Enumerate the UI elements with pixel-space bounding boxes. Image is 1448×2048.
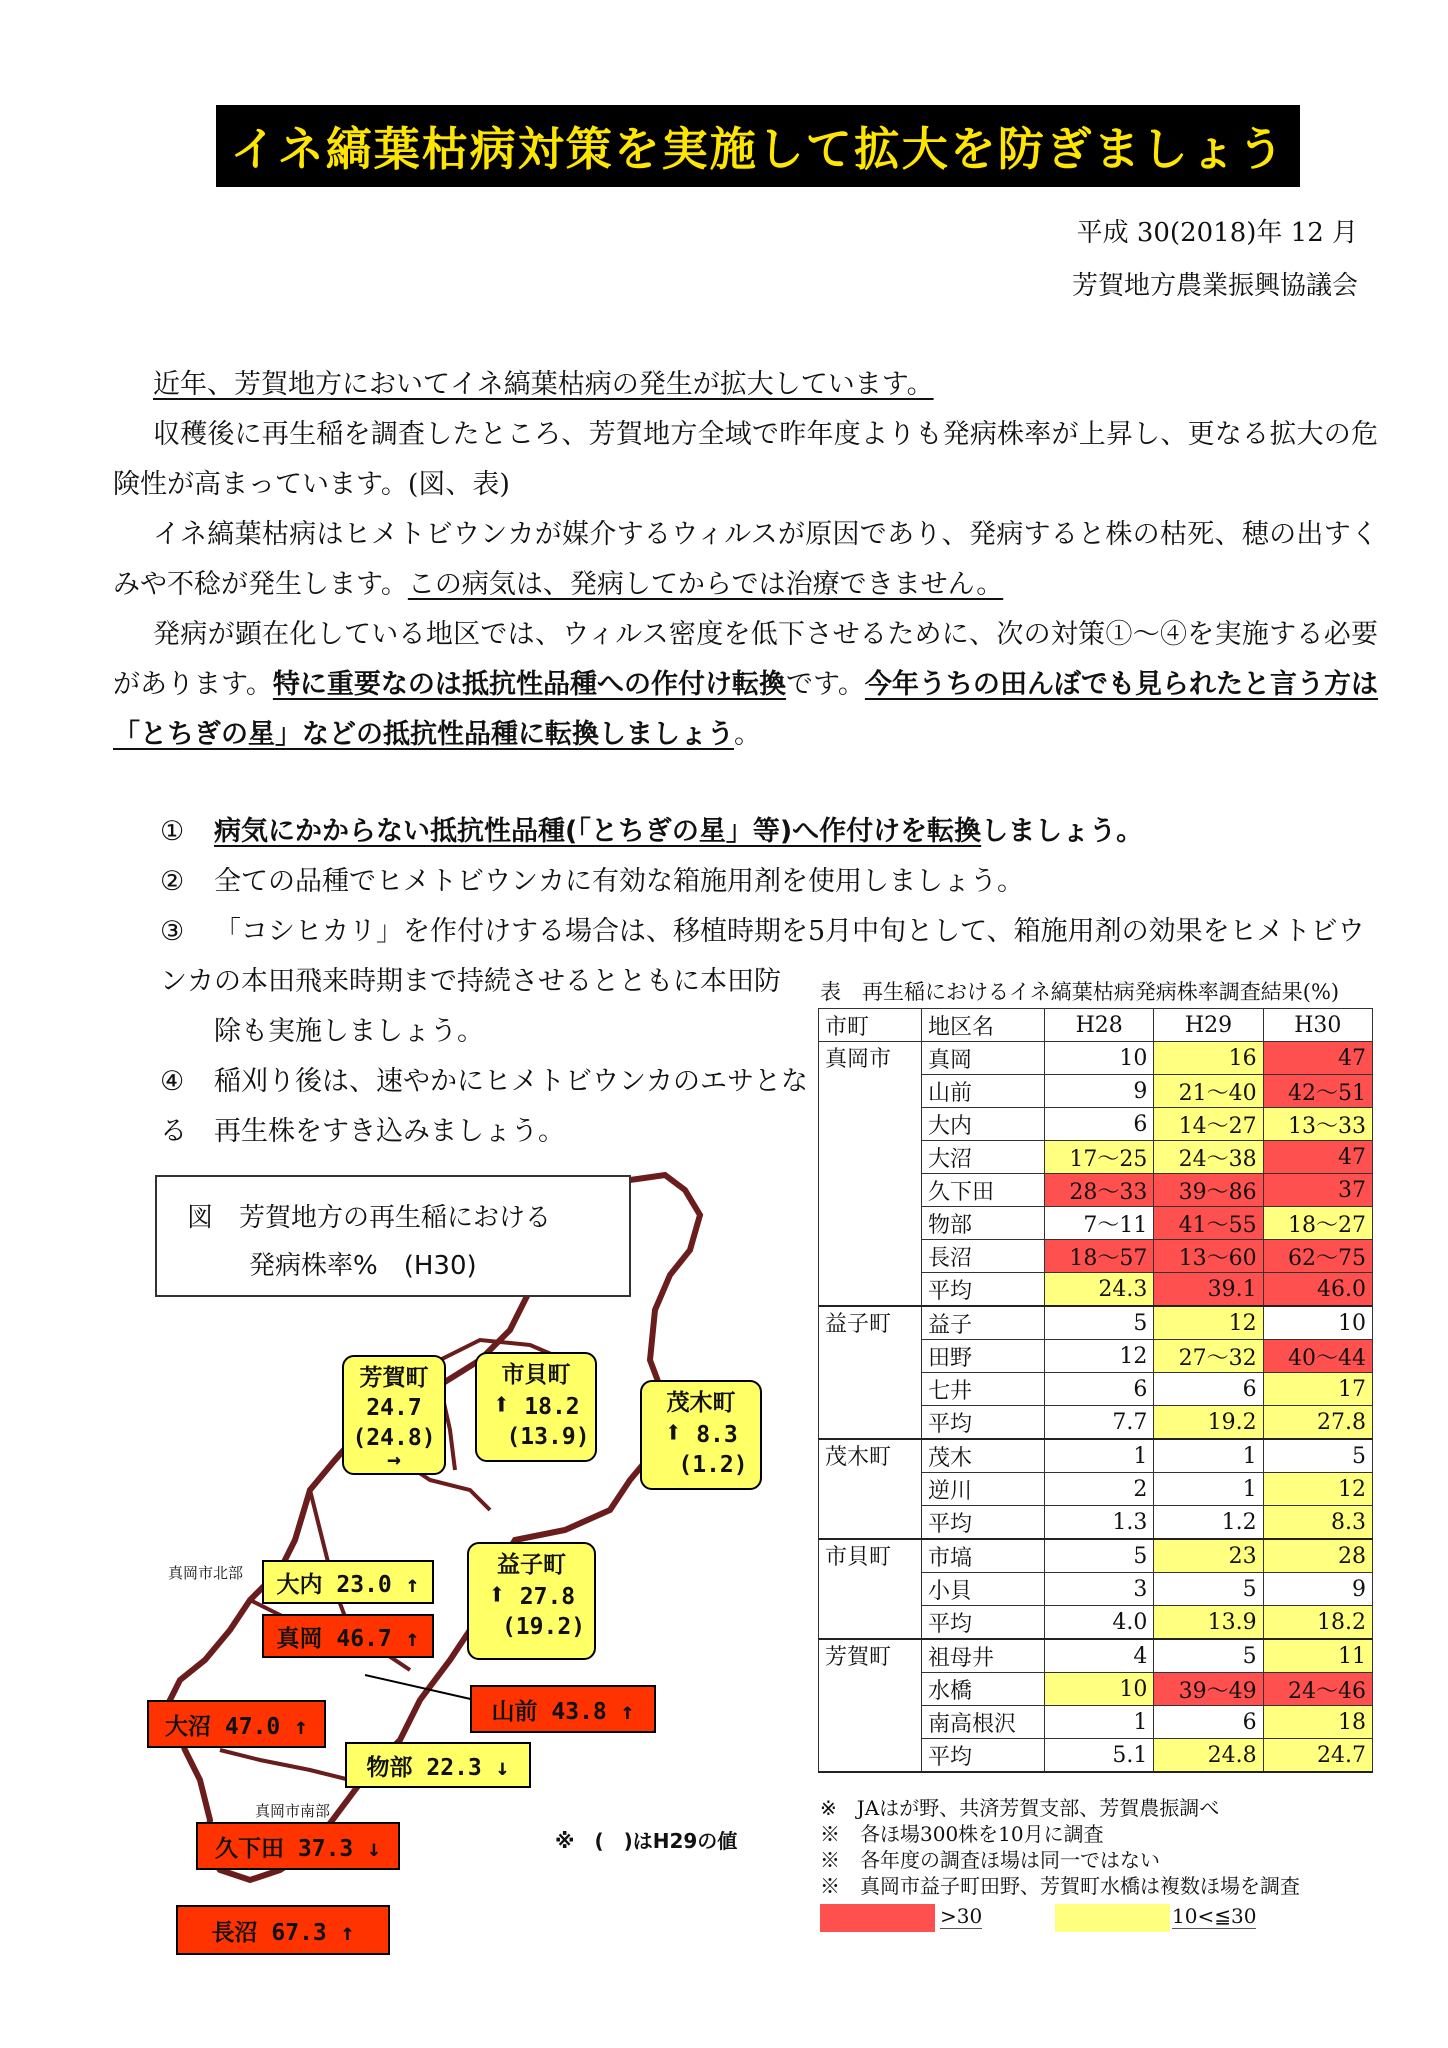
value-cell-h28: 24.3 (1045, 1273, 1154, 1307)
city-cell: 芳賀町 (819, 1639, 922, 1772)
area-name-cell: 田野 (922, 1340, 1045, 1373)
value-cell-h30: 24～46 (1263, 1673, 1372, 1706)
value-cell-h28: 28～33 (1045, 1174, 1154, 1207)
value-cell-h29: 6 (1154, 1706, 1263, 1739)
area-name-cell: 久下田 (922, 1174, 1045, 1207)
table-row (819, 1306, 1373, 1340)
area-name-cell: 大内 (922, 1108, 1045, 1141)
measure-2: ② 全ての品種でヒメトビウンカに有効な箱施用剤を使用しましょう。 (160, 866, 1024, 897)
area-label-kugeta: 久下田 37.3 ↓ (196, 1822, 400, 1870)
page-title: イネ縞葉枯病対策を実施して拡大を防ぎましょう (230, 122, 1286, 176)
town-label-mashiko: 益子町 ⬆ 27.8 (19.2) (467, 1542, 596, 1660)
value-cell-h30: 11 (1263, 1639, 1372, 1673)
value-cell-h30: 24.7 (1263, 1739, 1372, 1773)
value-cell-h29: 14～27 (1154, 1108, 1263, 1141)
value-cell-h29: 39～86 (1154, 1174, 1263, 1207)
area-name-cell: 大沼 (922, 1141, 1045, 1174)
area-name-cell: 物部 (922, 1207, 1045, 1240)
value-cell-h30: 27.8 (1263, 1406, 1372, 1440)
value-cell-h28: 5 (1045, 1306, 1154, 1340)
value-cell-h28: 10 (1045, 1042, 1154, 1075)
measure-4: ④ 稲刈り後は、速やかにヒメトビウンカのエサとなる (160, 1066, 808, 1147)
value-cell-h29: 24～38 (1154, 1141, 1263, 1174)
intro-p2: 収穫後に再生稲を調査したところ、芳賀地方全域で昨年度よりも発病株率が上昇し、更なる拡大の危険性が高まっています。(図、表) (113, 419, 1378, 500)
value-cell-h29: 13.9 (1154, 1606, 1263, 1640)
measure-1: ① 病気にかからない抵抗性品種(「とちぎの星」等)へ作付けを転換しましょう。 (160, 816, 1144, 847)
col-h30: H30 (1263, 1009, 1372, 1042)
value-cell-h28: 17～25 (1045, 1141, 1154, 1174)
intro-p4a: 発病が顕在化している地区では、ウィルス密度を低下させるために、次の対策①～④を実施する必要があります。 (113, 619, 1378, 700)
area-name-cell: 水橋 (922, 1673, 1045, 1706)
area-name-cell: 山前 (922, 1075, 1045, 1108)
value-cell-h29: 5 (1154, 1639, 1263, 1673)
title-banner (216, 105, 1300, 187)
intro-text (113, 360, 1378, 760)
issue-date: 平成 30(2018)年 12 月 (1076, 218, 1358, 248)
value-cell-h30: 62～75 (1263, 1240, 1372, 1273)
city-cell: 茂木町 (819, 1439, 922, 1539)
value-cell-h29: 1.2 (1154, 1506, 1263, 1540)
value-cell-h28: 7.7 (1045, 1406, 1154, 1440)
area-name-cell: 平均 (922, 1506, 1045, 1540)
value-cell-h30: 37 (1263, 1174, 1372, 1207)
col-h29: H29 (1154, 1009, 1263, 1042)
city-cell: 市貝町 (819, 1539, 922, 1639)
value-cell-h30: 40～44 (1263, 1340, 1372, 1373)
value-cell-h28: 1.3 (1045, 1506, 1154, 1540)
value-cell-h28: 4.0 (1045, 1606, 1154, 1640)
area-name-cell: 真岡 (922, 1042, 1045, 1075)
value-cell-h28: 3 (1045, 1573, 1154, 1606)
area-label-yamasaki: 山前 43.8 ↑ (470, 1685, 656, 1733)
value-cell-h30: 5 (1263, 1439, 1372, 1473)
intro-p4d: 今年うちの田んぼでも見られたと言う方は「とちぎの星」などの抵抗性品種に転換しましょう (113, 669, 1379, 750)
table-note-1: ※ JAはが野、共済芳賀支部、芳賀農振調べ (820, 1796, 1220, 1820)
area-label-mooka: 真岡 46.7 ↑ (262, 1614, 434, 1658)
area-name-cell: 祖母井 (922, 1639, 1045, 1673)
value-cell-h29: 1 (1154, 1439, 1263, 1473)
measure-3-line2: の本田飛来時期まで持続させるとともに本田防 (214, 966, 781, 997)
area-name-cell: 平均 (922, 1739, 1045, 1773)
measure-4-line2: 再生株をすき込みましょう。 (214, 1116, 565, 1147)
value-cell-h30: 12 (1263, 1473, 1372, 1506)
value-cell-h28: 1 (1045, 1706, 1154, 1739)
value-cell-h28: 5.1 (1045, 1739, 1154, 1773)
area-name-cell: 平均 (922, 1406, 1045, 1440)
value-cell-h30: 18 (1263, 1706, 1372, 1739)
value-cell-h29: 39～49 (1154, 1673, 1263, 1706)
value-cell-h28: 7～11 (1045, 1207, 1154, 1240)
area-label-naganuma: 長沼 67.3 ↑ (176, 1905, 390, 1955)
figure-caption-box (155, 1175, 631, 1297)
city-cell: 益子町 (819, 1306, 922, 1439)
table-header-row (819, 1009, 1373, 1042)
col-h28: H28 (1045, 1009, 1154, 1042)
area-label-monobe: 物部 22.3 ↓ (345, 1742, 531, 1788)
value-cell-h29: 24.8 (1154, 1739, 1263, 1773)
value-cell-h28: 6 (1045, 1108, 1154, 1141)
value-cell-h28: 12 (1045, 1340, 1154, 1373)
area-name-cell: 市塙 (922, 1539, 1045, 1573)
area-name-cell: 七井 (922, 1373, 1045, 1406)
table-note-4: ※ 真岡市益子町田野、芳賀町水橋は複数ほ場を調査 (820, 1874, 1300, 1898)
figure-note: ※ ( )はH29の値 (555, 1829, 738, 1853)
value-cell-h29: 13～60 (1154, 1240, 1263, 1273)
value-cell-h30: 17 (1263, 1373, 1372, 1406)
area-name-cell: 長沼 (922, 1240, 1045, 1273)
value-cell-h30: 47 (1263, 1042, 1372, 1075)
town-label-haga: 芳賀町 24.7 (24.8) → (342, 1355, 446, 1475)
town-label-ichikai: 市貝町 ⬆ 18.2 (13.9) (475, 1352, 597, 1462)
area-name-cell: 茂木 (922, 1439, 1045, 1473)
intro-p3b: この病気は、発病してからでは治療できません。 (407, 569, 1004, 600)
map-inner-boundary-5 (220, 1750, 350, 1780)
table-note-2: ※ 各ほ場300株を10月に調査 (820, 1822, 1104, 1846)
legend-yellow-swatch (1055, 1904, 1170, 1932)
value-cell-h30: 9 (1263, 1573, 1372, 1606)
value-cell-h28: 2 (1045, 1473, 1154, 1506)
area-name-cell: 南高根沢 (922, 1706, 1045, 1739)
figure-caption-line2: 発病株率% (H30) (249, 1251, 477, 1281)
measure-3-line3: 除も実施しましょう。 (214, 1016, 484, 1047)
area-name-cell: 小貝 (922, 1573, 1045, 1606)
area-name-cell: 益子 (922, 1306, 1045, 1340)
mooka-north-label: 真岡市北部 (168, 1564, 244, 1582)
mooka-south-label: 真岡市南部 (255, 1802, 331, 1820)
value-cell-h29: 21～40 (1154, 1075, 1263, 1108)
value-cell-h30: 46.0 (1263, 1273, 1372, 1307)
city-cell: 真岡市 (819, 1042, 922, 1307)
value-cell-h28: 9 (1045, 1075, 1154, 1108)
table-row (819, 1439, 1373, 1473)
area-name-cell: 平均 (922, 1273, 1045, 1307)
value-cell-h29: 5 (1154, 1573, 1263, 1606)
table-row (819, 1639, 1373, 1673)
area-label-onuma: 大沼 47.0 ↑ (147, 1700, 326, 1748)
intro-p3a: イネ縞葉枯病はヒメトビウンカが媒介するウィルスが原因であり、発病すると株の枯死、穂の出すくみや不稔が発生します。 (113, 519, 1378, 600)
value-cell-h29: 16 (1154, 1042, 1263, 1075)
value-cell-h30: 8.3 (1263, 1506, 1372, 1540)
value-cell-h29: 41～55 (1154, 1207, 1263, 1240)
value-cell-h29: 12 (1154, 1306, 1263, 1340)
intro-p4e: 。 (734, 719, 761, 750)
table-row (819, 1042, 1373, 1075)
legend-yellow-label: 10<≦30 (1172, 1904, 1257, 1928)
value-cell-h30: 10 (1263, 1306, 1372, 1340)
value-cell-h28: 1 (1045, 1439, 1154, 1473)
area-name-cell: 平均 (922, 1606, 1045, 1640)
value-cell-h28: 6 (1045, 1373, 1154, 1406)
area-name-cell: 逆川 (922, 1473, 1045, 1506)
value-cell-h29: 39.1 (1154, 1273, 1263, 1307)
legend-red-swatch (820, 1904, 935, 1932)
table-row (819, 1539, 1373, 1573)
col-city: 市町 (819, 1009, 922, 1042)
intro-p1: 近年、芳賀地方においてイネ縞葉枯病の発生が拡大しています。 (153, 369, 934, 400)
legend-red-label: >30 (940, 1904, 983, 1928)
area-label-ouchi: 大内 23.0 ↑ (262, 1560, 434, 1604)
value-cell-h28: 10 (1045, 1673, 1154, 1706)
value-cell-h30: 42～51 (1263, 1075, 1372, 1108)
value-cell-h29: 19.2 (1154, 1406, 1263, 1440)
value-cell-h29: 23 (1154, 1539, 1263, 1573)
results-table (818, 1008, 1373, 1773)
value-cell-h29: 6 (1154, 1373, 1263, 1406)
intro-p4b: 特に重要なのは抵抗性品種への作付け転換 (272, 669, 787, 700)
organization: 芳賀地方農業振興協議会 (1071, 271, 1358, 301)
value-cell-h30: 47 (1263, 1141, 1372, 1174)
value-cell-h28: 4 (1045, 1639, 1154, 1673)
value-cell-h30: 28 (1263, 1539, 1372, 1573)
figure-caption-line1: 図 芳賀地方の再生稲における (187, 1203, 552, 1233)
table-caption: 表 再生稲におけるイネ縞葉枯病発病株率調査結果(%) (820, 980, 1340, 1004)
value-cell-h29: 27～32 (1154, 1340, 1263, 1373)
value-cell-h28: 5 (1045, 1539, 1154, 1573)
value-cell-h29: 1 (1154, 1473, 1263, 1506)
col-area: 地区名 (922, 1009, 1045, 1042)
value-cell-h28: 18～57 (1045, 1240, 1154, 1273)
value-cell-h30: 13～33 (1263, 1108, 1372, 1141)
value-cell-h30: 18～27 (1263, 1207, 1372, 1240)
measure-3: ③ 「コシヒカリ」を作付けする場合は、移植時期を5月中旬として、箱施用剤の効果をヒメトビウンカ (160, 916, 1365, 997)
table-note-3: ※ 各年度の調査ほ場は同一ではない (820, 1848, 1160, 1872)
town-label-motegi: 茂木町 ⬆ 8.3 (1.2) (640, 1380, 762, 1490)
intro-p4c: です。 (786, 669, 865, 700)
value-cell-h30: 18.2 (1263, 1606, 1372, 1640)
